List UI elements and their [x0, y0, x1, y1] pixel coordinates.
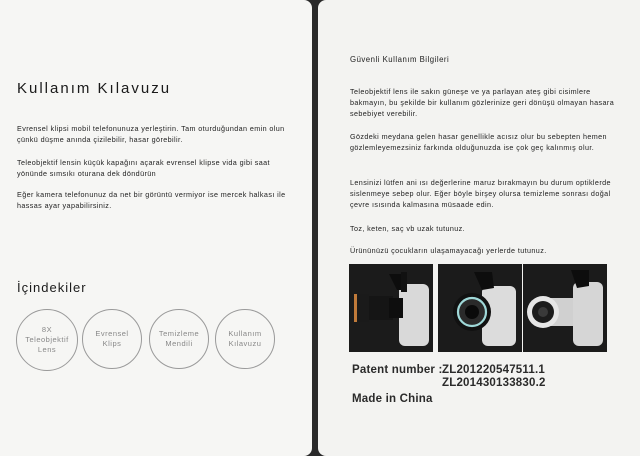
patent-info: [352, 364, 546, 390]
contents-item-manual-line1: Kullanım: [228, 329, 262, 338]
patent-label: Patent number :: [352, 364, 443, 376]
contents-list: [16, 309, 306, 373]
lens-photo-angle: [523, 264, 607, 352]
patent-number-1: ZL201220547511.1: [442, 364, 545, 376]
safety-paragraph-1: Teleobjektif lens ile sakın güneşe ve ya parlayan ateş gibi cisimlere bakmayın, bu şekilde bir kullanım gözlerinize geri dönüşü olmayan hasara sebebiyet verebilir.: [350, 87, 615, 118]
safety-paragraph-4: Toz, keten, saç vb uzak tutunuz.: [350, 224, 466, 233]
left-page: [0, 0, 312, 456]
contents-item-clip: [82, 309, 142, 369]
contents-item-cloth-line1: Temizleme: [158, 329, 200, 338]
contents-item-manual: [215, 309, 275, 369]
safety-paragraph-3: Lensinizi lütfen ani ısı değerlerine maruz bırakmayın bu durum optiklerde sislenmeye sebep olur. Eğer böyle birşey olursa temizleme sonrası doğal çevre ısısında kalmasına müsaade edin.: [350, 178, 611, 209]
contents-item-lens-line2: Teleobjektif: [25, 335, 69, 344]
safety-paragraph-2: Gözdeki meydana gelen hasar genellikle acısız olur bu sebepten hemen gözlemleyemezsiniz farkında olduğunuzda ise çok geç kalınmış olur.: [350, 132, 607, 152]
patent-number-2: ZL201430133830.2: [442, 377, 546, 389]
product-photos: [349, 264, 607, 352]
manual-title: Kullanım Kılavuzu: [17, 80, 172, 97]
instruction-paragraph-2: Teleobjektif lensin küçük kapağını açarak evrensel klipse vida gibi saat yönünde sımsıkı oturana dek döndürün: [17, 158, 270, 178]
made-in-label: Made in China: [352, 393, 433, 405]
contents-item-cloth: [149, 309, 209, 369]
contents-item-clip-line2: Klips: [102, 339, 122, 348]
instruction-paragraph-1: Evrensel klipsi mobil telefonunuza yerleştirin. Tam oturduğundan emin olun çünkü düşme anında çizilebilir, hasar görebilir.: [17, 124, 285, 144]
contents-item-lens-line1: 8X: [41, 325, 53, 334]
contents-item-lens-line3: Lens: [37, 345, 57, 354]
contents-item-clip-line1: Evrensel: [95, 329, 129, 338]
lens-photo-side: [349, 264, 433, 352]
contents-item-cloth-line2: Mendili: [165, 339, 193, 348]
instruction-paragraph-3: Eğer kamera telefonunuz da net bir görüntü vermiyor ise mercek halkası ile hassas ayar yapabilirsiniz.: [17, 190, 286, 210]
contents-item-manual-line2: Kılavuzu: [228, 339, 262, 348]
right-page: [318, 0, 640, 456]
contents-title: İçindekiler: [17, 280, 87, 295]
contents-item-lens: [16, 309, 78, 371]
safety-heading: Güvenli Kullanım Bilgileri: [350, 55, 450, 64]
safety-paragraph-5: Ürününüzü çocukların ulaşamayacağı yerlerde tutunuz.: [350, 246, 547, 255]
lens-photo-front: [438, 264, 522, 352]
